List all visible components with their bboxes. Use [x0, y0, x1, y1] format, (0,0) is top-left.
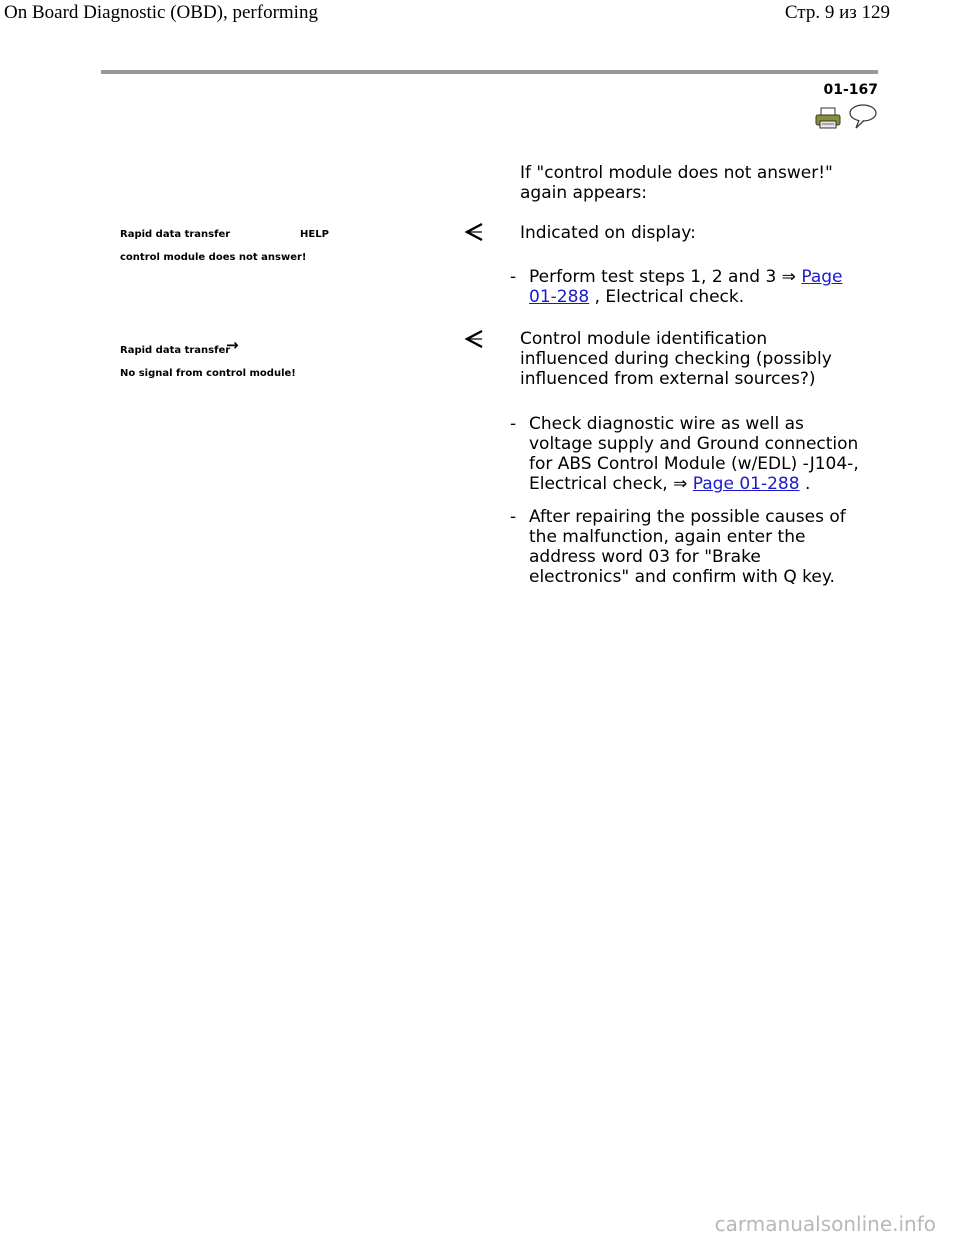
page-link[interactable]: Page [801, 267, 843, 287]
display1-line2: control module does not answer! [120, 252, 307, 263]
step-text: After repairing the possible causes of the malfunction, again enter the address word 03 for "Brake electronics" and confirm with Q key. [529, 507, 846, 587]
display1-line1-right: HELP [300, 229, 329, 240]
step-dash: - [510, 507, 517, 527]
page-counter: Стр. 9 из 129 [784, 2, 890, 23]
step-text: Check diagnostic wire as well as voltage supply and Ground connection for ABS Control Module (w/EDL) -J104-, Electrical check, ⇒ Page 01-288 . [529, 414, 859, 494]
section2-step1 [510, 414, 870, 498]
step-text: Perform test steps 1, 2 and 3 ⇒ Page 01-288 , Electrical check. [529, 267, 843, 307]
intro-text: If "control module does not answer!" again appears: [520, 163, 833, 203]
section1-step [510, 267, 860, 311]
display1-line1-left: Rapid data transfer [120, 229, 231, 240]
step-dash: - [510, 414, 517, 434]
section1-heading: Indicated on display: [520, 223, 696, 243]
pointer-left-icon [464, 222, 484, 242]
section2-heading: Control module identification influenced during checking (possibly influenced from external sources?) [520, 329, 832, 389]
section2-step2 [510, 507, 870, 591]
printer-icon[interactable] [815, 107, 841, 129]
display2-line2: No signal from control module! [120, 368, 296, 379]
pointer-left-icon-2 [464, 329, 484, 349]
display2-line1: Rapid data transfer [120, 345, 231, 356]
page-link-cont[interactable]: 01-288 [529, 287, 590, 307]
header-rule [101, 70, 878, 74]
watermark: carmanualsonline.info [714, 1212, 936, 1236]
step-dash: - [510, 267, 517, 287]
page-number: 01-167 [823, 82, 878, 98]
page-link[interactable]: Page 01-288 [692, 474, 800, 494]
document-title: On Board Diagnostic (OBD), performing [4, 2, 318, 23]
speech-bubble-icon[interactable] [848, 104, 878, 130]
right-arrow-icon: → [226, 336, 239, 354]
